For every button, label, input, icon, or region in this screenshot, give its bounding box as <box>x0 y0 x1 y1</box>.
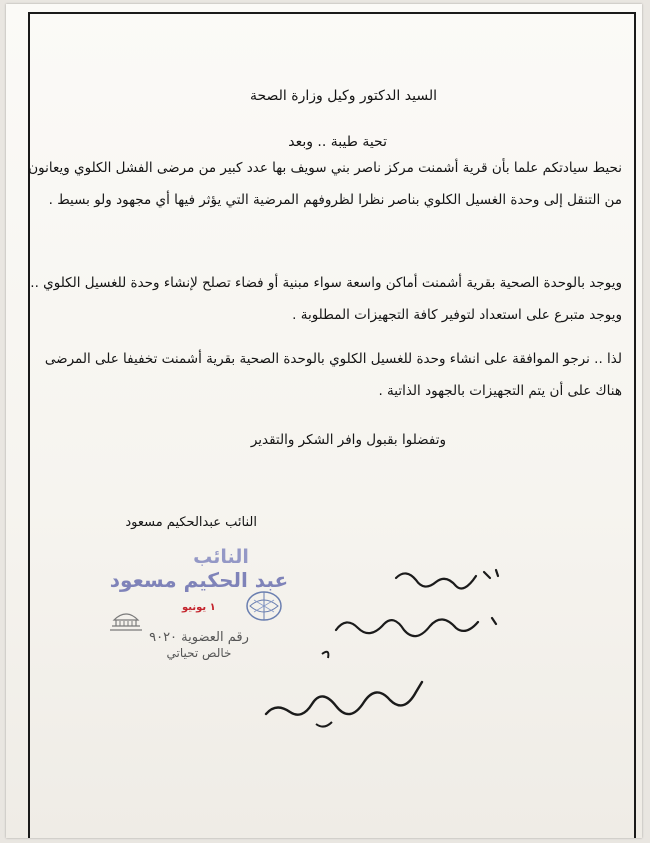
letter-page <box>6 4 642 838</box>
handwritten-annotation-signature <box>246 564 516 734</box>
stamp-name: عبد الحكيم مسعود <box>109 568 289 592</box>
stamp-membership: رقم العضوية ٩٠٢٠ <box>149 630 249 645</box>
greeting-line: تحية طيبة .. وبعد <box>288 134 387 150</box>
stamp-regards: خالص تحياتي <box>166 646 232 660</box>
stamp-title: النائب <box>193 546 249 568</box>
stamp-date: ١ يونيو <box>182 602 216 613</box>
signer-name: النائب عبدالحكيم مسعود <box>125 515 257 530</box>
addressee-line: السيد الدكتور وكيل وزارة الصحة <box>249 88 437 104</box>
body-paragraph-3: لذا .. نرجو الموافقة على انشاء وحدة للغسيل الكلوي بالوحدة الصحية بقرية أشمنت تخفيفا على المرضى هناك على أن يتم التجهيزات بالجهود الذاتية . <box>44 351 622 399</box>
body-paragraph-2: ويوجد بالوحدة الصحية بقرية أشمنت أماكن واسعة سواء مبنية أو فضاء تصلح لإنشاء وحدة للغسيل الكلوي .. ويوجد متبرع على استعداد لتوفير كافة التجهيزات المطلوبة . <box>30 275 622 323</box>
closing-line: وتفضلوا بقبول وافر الشكر والتقدير <box>250 432 446 448</box>
body-paragraph-1: نحيط سيادتكم علما بأن قرية أشمنت مركز ناصر بني سويف بها عدد كبير من مرضى الفشل الكلوي ويعانون من التنقل إلى وحدة الغسيل الكلوي بناصر نظرا لظروفهم المرضية التي يؤثر فيها أي مجهود ولو بسيط . <box>28 160 622 208</box>
